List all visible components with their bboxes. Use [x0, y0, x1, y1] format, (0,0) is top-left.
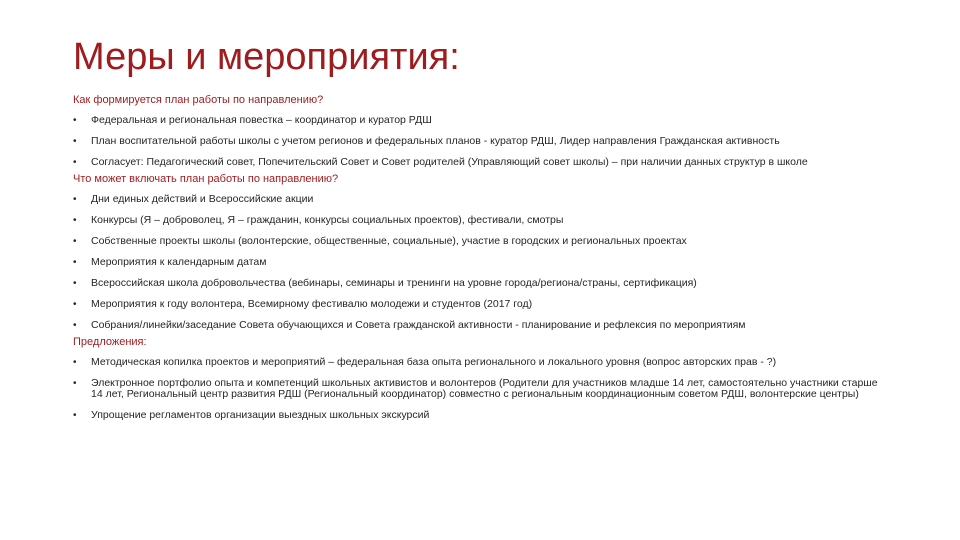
list-item-text: Всероссийская школа добровольчества (вебинары, семинары и тренинги на уровне города/региона/страны, сертификация) [91, 277, 697, 289]
list-item-text: Собрания/линейки/заседание Совета обучающихся и Совета гражданской активности - планирование и рефлексия по мероприятиям [91, 319, 746, 331]
list-item-text: Мероприятия к календарным датам [91, 256, 267, 268]
list-item [73, 357, 885, 368]
bullet-marker: • [73, 157, 77, 168]
bullet-marker: • [73, 357, 77, 368]
bullet-list [73, 115, 885, 168]
list-item-text: Дни единых действий и Всероссийские акции [91, 193, 314, 205]
slide-body [73, 94, 885, 421]
list-item-text: План воспитательной работы школы с учетом регионов и федеральных планов - куратор РДШ, Лидер направления Гражданская активность [91, 135, 780, 147]
list-item [73, 215, 885, 226]
list-item-text: Методическая копилка проектов и мероприятий – федеральная база опыта регионального и локального уровня (вопрос авторских прав - ?) [91, 356, 777, 368]
bullet-marker: • [73, 236, 77, 247]
section-heading: Что может включать план работы по направлению? [73, 173, 339, 185]
bullet-marker: • [73, 257, 77, 268]
section-plan-contents [73, 173, 885, 331]
bullet-marker: • [73, 320, 77, 331]
list-item [73, 257, 885, 268]
list-item [73, 236, 885, 247]
section-heading: Как формируется план работы по направлению? [73, 94, 324, 106]
section-proposals [73, 336, 885, 421]
list-item-text: Мероприятия к году волонтера, Всемирному фестивалю молодежи и студентов (2017 год) [91, 298, 533, 310]
list-item [73, 320, 885, 331]
section-plan-formation [73, 94, 885, 168]
list-item [73, 299, 885, 310]
bullet-marker: • [73, 215, 77, 226]
bullet-marker: • [73, 278, 77, 289]
list-item-text: Федеральная и региональная повестка – координатор и куратор РДШ [91, 114, 432, 126]
list-item [73, 157, 885, 168]
list-item [73, 115, 885, 126]
list-item-text: Упрощение регламентов организации выездных школьных экскурсий [91, 409, 430, 421]
section-heading: Предложения: [73, 336, 147, 348]
list-item-text: Конкурсы (Я – доброволец, Я – гражданин, конкурсы социальных проектов), фестивали, смотры [91, 214, 564, 226]
slide-title: Меры и мероприятия: [73, 36, 460, 78]
bullet-list [73, 357, 885, 421]
bullet-marker: • [73, 194, 77, 205]
list-item [73, 136, 885, 147]
list-item [73, 410, 885, 421]
list-item [73, 278, 885, 289]
list-item-text: Согласует: Педагогический совет, Попечительский Совет и Совет родителей (Управляющий совет школы) – при наличии данных структур в школе [91, 156, 808, 168]
bullet-marker: • [73, 115, 77, 126]
bullet-marker: • [73, 136, 77, 147]
list-item [73, 194, 885, 205]
bullet-marker: • [73, 299, 77, 310]
bullet-list [73, 194, 885, 331]
list-item [73, 378, 885, 400]
list-item-text: Собственные проекты школы (волонтерские, общественные, социальные), участие в городских и региональных проектах [91, 235, 687, 247]
bullet-marker: • [73, 410, 77, 421]
list-item-text: Электронное портфолио опыта и компетенций школьных активистов и волонтеров (Родители для участников младше 14 лет, самостоятельно участники старше 14 лет, Региональный центр развития РДШ (Региональный координатор) совместно с региональным координационным советом РДШ, волонтерские центры) [91, 377, 878, 400]
bullet-marker: • [73, 378, 77, 389]
